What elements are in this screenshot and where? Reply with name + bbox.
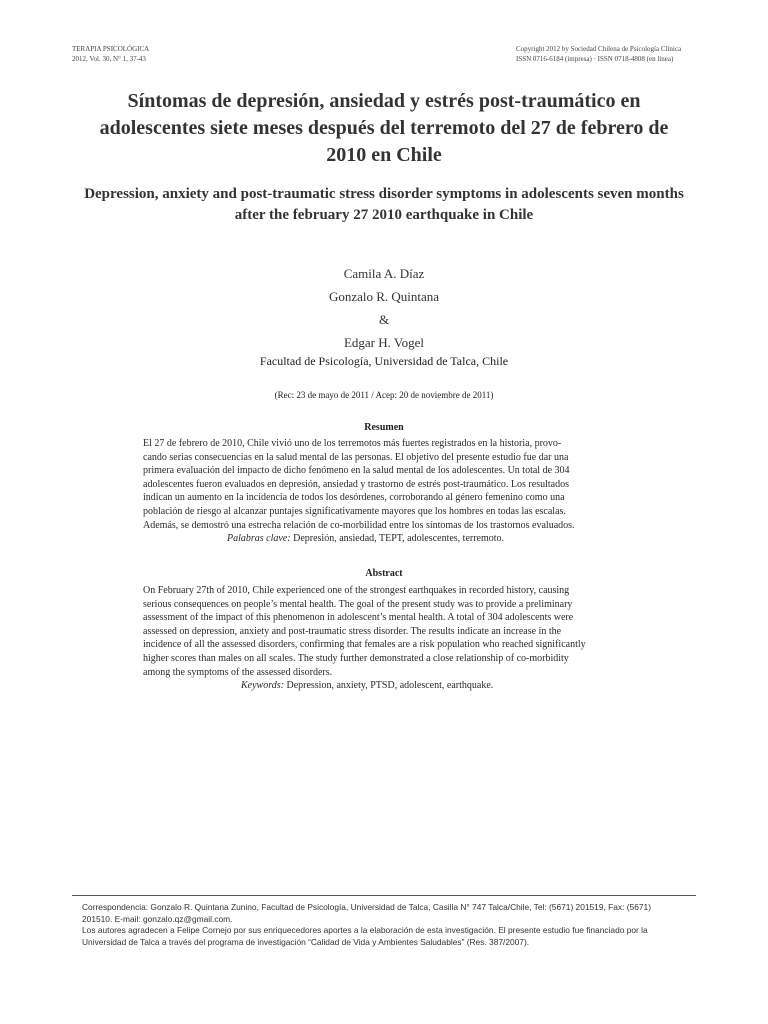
article-title-spanish: Síntomas de depresión, ansiedad y estrés post-traumático en adolescentes siete meses después del terremoto del 27 de febrero de 2010 en Chile — [99, 90, 669, 166]
affiliation: Facultad de Psicología, Universidad de Talca, Chile — [259, 354, 509, 368]
abstract-line: assessed on depression, anxiety and post-traumatic stress disorder. The results indicate an increase in the — [143, 625, 562, 637]
footnote — [82, 902, 696, 948]
journal-volume: 2012, Vol. 30, N° 1, 37-43 — [72, 55, 146, 63]
author-name: Camila A. Díaz — [343, 266, 425, 281]
received-accepted-dates: (Rec: 23 de mayo de 2011 / Acep: 20 de noviembre de 2011) — [274, 390, 494, 400]
footnote-divider — [72, 895, 696, 896]
article-title-english: Depression, anxiety and post-traumatic stress disorder symptoms in adolescents seven months after the february 27 2010 earthquake in Chile — [84, 186, 684, 223]
footnote-line: 201510. E-mail: gonzalo.qz@gmail.com. — [82, 913, 233, 924]
keywords-label: Palabras clave: — [227, 533, 291, 545]
issn-line: ISSN 0716-6184 (impresa) · ISSN 0718-4808 (en línea) — [516, 55, 674, 63]
footnote-line: Los autores agradecen a Felipe Cornejo por sus enriquecedores aportes a la elaboración de esta investigación. El presente estudio fue financiado por la — [82, 925, 648, 936]
abstract-line: incidence of all the assessed disorders, confirming that females are a risk population who reached significantly — [143, 639, 586, 651]
resumen-line: cando serias consecuencias en la salud mental de las personas. El objetivo del presente estudio fue dar una — [143, 451, 569, 463]
copyright-line: Copyright 2012 by Sociedad Chilena de Psicología Clínica — [516, 45, 682, 53]
footnote-line: Universidad de Talca a través del programa de investigación “Calidad de Vida y Ambientes Saludables” (Res. 387/2007). — [82, 936, 530, 947]
running-header-left — [72, 44, 149, 64]
palabras-clave — [143, 532, 627, 546]
author-list — [200, 262, 568, 354]
author-separator: & — [378, 312, 390, 327]
abstract-line: On February 27th of 2010, Chile experienced one of the strongest earthquakes in recorded history, causing — [143, 585, 570, 596]
resumen-line: primera evaluación del impacto de dicho fenómeno en la salud mental de los adolescentes. Un total de 304 — [143, 465, 570, 477]
abstract-line: serious consequences on people’s mental health. The goal of the present study was to provide a preliminary — [143, 598, 573, 610]
author-name: Edgar H. Vogel — [343, 335, 425, 350]
abstract-text — [143, 584, 627, 693]
journal-name: TERAPIA PSICOLÓGICA — [72, 45, 150, 53]
resumen-text — [143, 437, 627, 546]
resumen-line: Además, se demostró una estrecha relación de co-morbilidad entre los síntomas de los trastornos evaluados. — [143, 519, 575, 531]
resumen-line: adolescentes fueron evaluados en depresión, ansiedad y trastorno de estrés post-traumático. Los resultados — [143, 478, 569, 490]
footnote-line: Correspondencia: Gonzalo R. Quintana Zunino, Facultad de Psicología, Universidad de Talca, Casilla N° 747 Talca/Chile, Tel: (5671) 201519, Fax: (5671) — [82, 902, 651, 912]
resumen-line: población de riesgo al alcanzar puntajes significativamente mayores que los hombres en todas las escalas. — [143, 505, 566, 517]
keywords — [143, 679, 627, 693]
keywords-label: Keywords: — [241, 680, 284, 692]
running-header-right — [516, 44, 681, 64]
keywords-value: Depresión, ansiedad, TEPT, adolescentes, terremoto. — [293, 533, 505, 545]
abstract-heading: Abstract — [365, 568, 403, 579]
resumen-line: indican un aumento en la incidencia de todos los desórdenes, corroborando al género femenino como una — [143, 492, 565, 504]
abstract-line: higher scores than males on all scales. The study further demonstrated a close relationship of co-morbidity — [143, 652, 569, 664]
author-name: Gonzalo R. Quintana — [328, 289, 440, 304]
resumen-line: El 27 de febrero de 2010, Chile vivió uno de los terremotos más fuertes registrados en la historia, provo- — [143, 438, 562, 449]
resumen-heading: Resumen — [364, 422, 404, 433]
abstract-line: assessment of the impact of this phenomenon in adolescent’s mental health. A total of 304 adolescents were — [143, 612, 574, 624]
abstract-line: among the symptoms of the assessed disorders. — [143, 666, 333, 678]
keywords-value: Depression, anxiety, PTSD, adolescent, earthquake. — [286, 680, 494, 692]
